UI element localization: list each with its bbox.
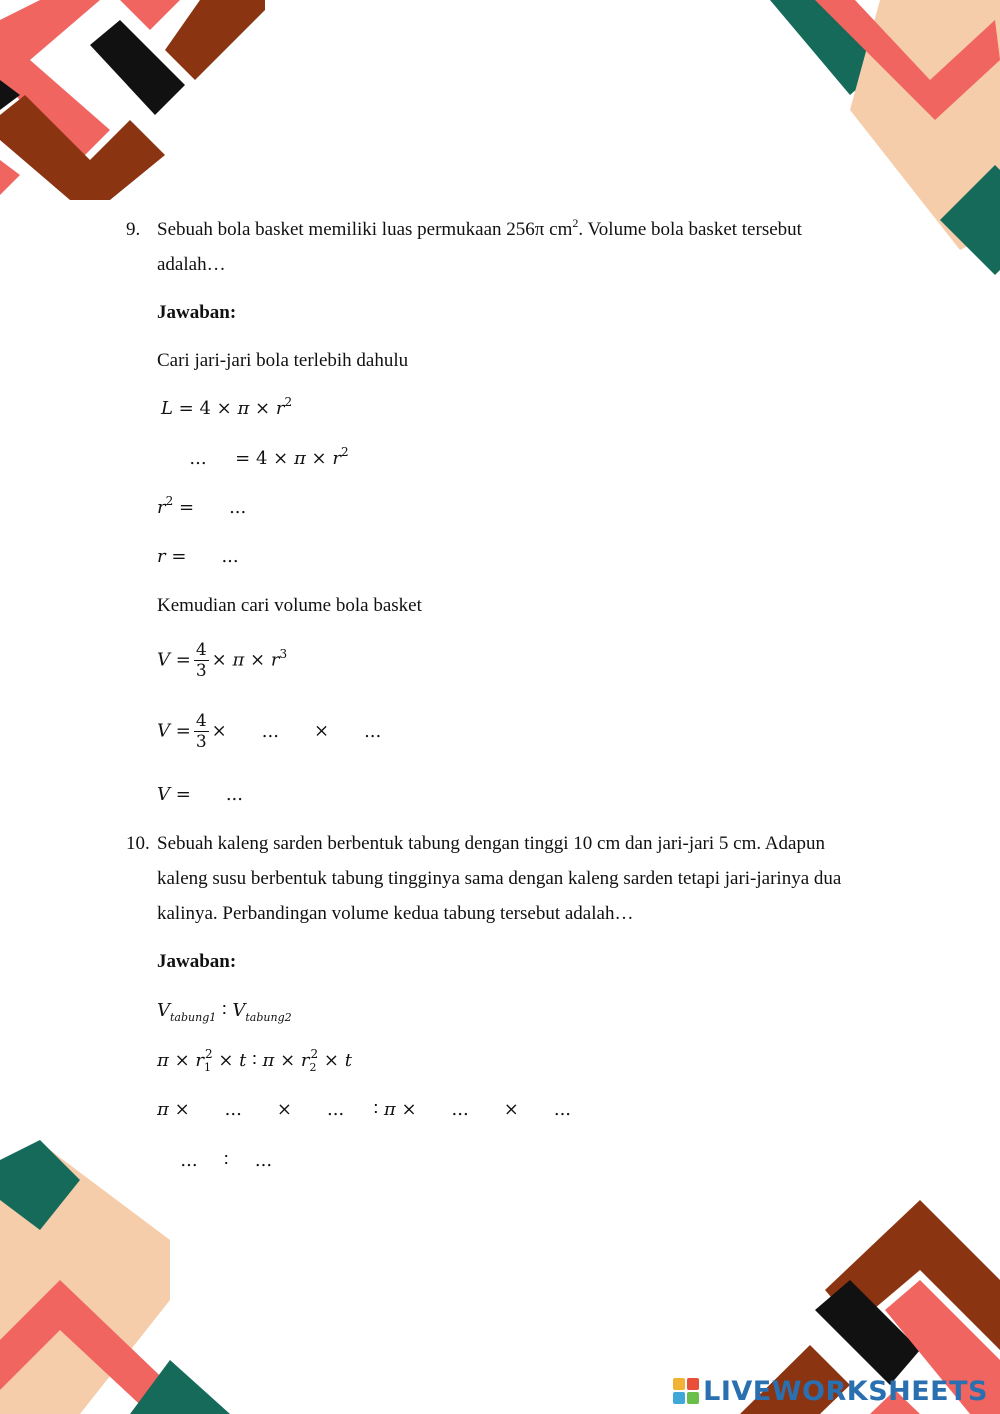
formula-volume-substitute: V = $\frac{4}{3}$ × ... × ... xyxy=(157,711,388,752)
liveworksheets-logo xyxy=(673,1376,988,1406)
answer-blank[interactable]: ... xyxy=(553,1099,572,1120)
question-9-step1: Cari jari-jari bola terlebih dahulu xyxy=(157,350,409,371)
question-9-number: 9. xyxy=(126,219,141,240)
answer-blank[interactable]: ... xyxy=(326,1099,345,1120)
question-10-line3: kalinya. Perbandingan volume kedua tabung tersebut adalah… xyxy=(157,903,634,924)
formula-ratio-substitute: π × ... × ... ∶ π × ... × ... xyxy=(157,1099,577,1120)
answer-blank[interactable]: ... xyxy=(180,1150,198,1171)
formula-ratio-result: ... ∶ ... xyxy=(177,1150,275,1171)
formula-volume: V = $\frac{4}{3}$ × $\pi \times r^3$ xyxy=(157,640,288,681)
black-bar xyxy=(90,20,185,115)
answer-blank[interactable]: ... xyxy=(224,1099,242,1120)
answer-blank[interactable]: ... xyxy=(364,720,382,742)
answer-blank[interactable]: ... xyxy=(254,1150,273,1171)
question-10-line2: kaleng susu berbentuk tabung tingginya sama dengan kaleng sarden tetapi jari-jarinya dua xyxy=(157,868,842,889)
coral-small xyxy=(0,160,20,195)
answer-blank[interactable]: ... xyxy=(261,720,279,742)
formula-surface-substitute: ... = $4 \times \pi \times r^2$ xyxy=(178,448,349,469)
top-left-decoration xyxy=(0,0,280,200)
question-10-number: 10. xyxy=(126,833,150,854)
question-10-line1: Sebuah kaleng sarden berbentuk tabung dengan tinggi 10 cm dan jari-jari 5 cm. Adapun xyxy=(157,833,825,854)
formula-surface-area: $L = 4 \times \pi \times r^2$ xyxy=(161,395,293,419)
liveworksheets-logo-text: LIVEWORKSHEETS xyxy=(703,1375,988,1407)
coral-block xyxy=(120,0,180,30)
answer-blank[interactable]: ... xyxy=(225,784,243,805)
question-9-line2: adalah… xyxy=(157,254,226,275)
question-10-answer-label: Jawaban: xyxy=(157,951,237,972)
formula-volume-result: V = ... xyxy=(157,784,249,805)
formula-ratio: $V_{tabung1}$ ∶ $V_{tabung2}$ xyxy=(157,1000,292,1024)
question-9-answer-label: Jawaban: xyxy=(157,302,237,323)
answer-blank[interactable]: ... xyxy=(221,546,239,567)
question-9-text-end: . Volume bola basket tersebut xyxy=(578,219,802,240)
answer-blank[interactable]: ... xyxy=(451,1099,469,1120)
question-9-text: Sebuah bola basket memiliki luas permukaan 256π cm xyxy=(157,219,573,240)
brown-chevron-top xyxy=(165,0,265,80)
liveworksheets-logo-icon xyxy=(673,1378,699,1404)
answer-blank[interactable]: ... xyxy=(229,497,247,518)
bottom-left-decoration xyxy=(0,1130,260,1414)
formula-r: r = ... xyxy=(157,546,245,567)
formula-ratio-expanded: $\pi \times r_1^2 \times t$ ∶ $\pi \times r_2^2 \times t$ xyxy=(157,1047,352,1074)
question-9-line1 xyxy=(157,212,879,249)
question-9-step2: Kemudian cari volume bola basket xyxy=(157,595,422,616)
answer-blank[interactable]: ... xyxy=(189,448,207,469)
formula-r-squared: $r^2$ = ... xyxy=(157,497,253,518)
question-9-superscript: 2 xyxy=(572,216,579,230)
